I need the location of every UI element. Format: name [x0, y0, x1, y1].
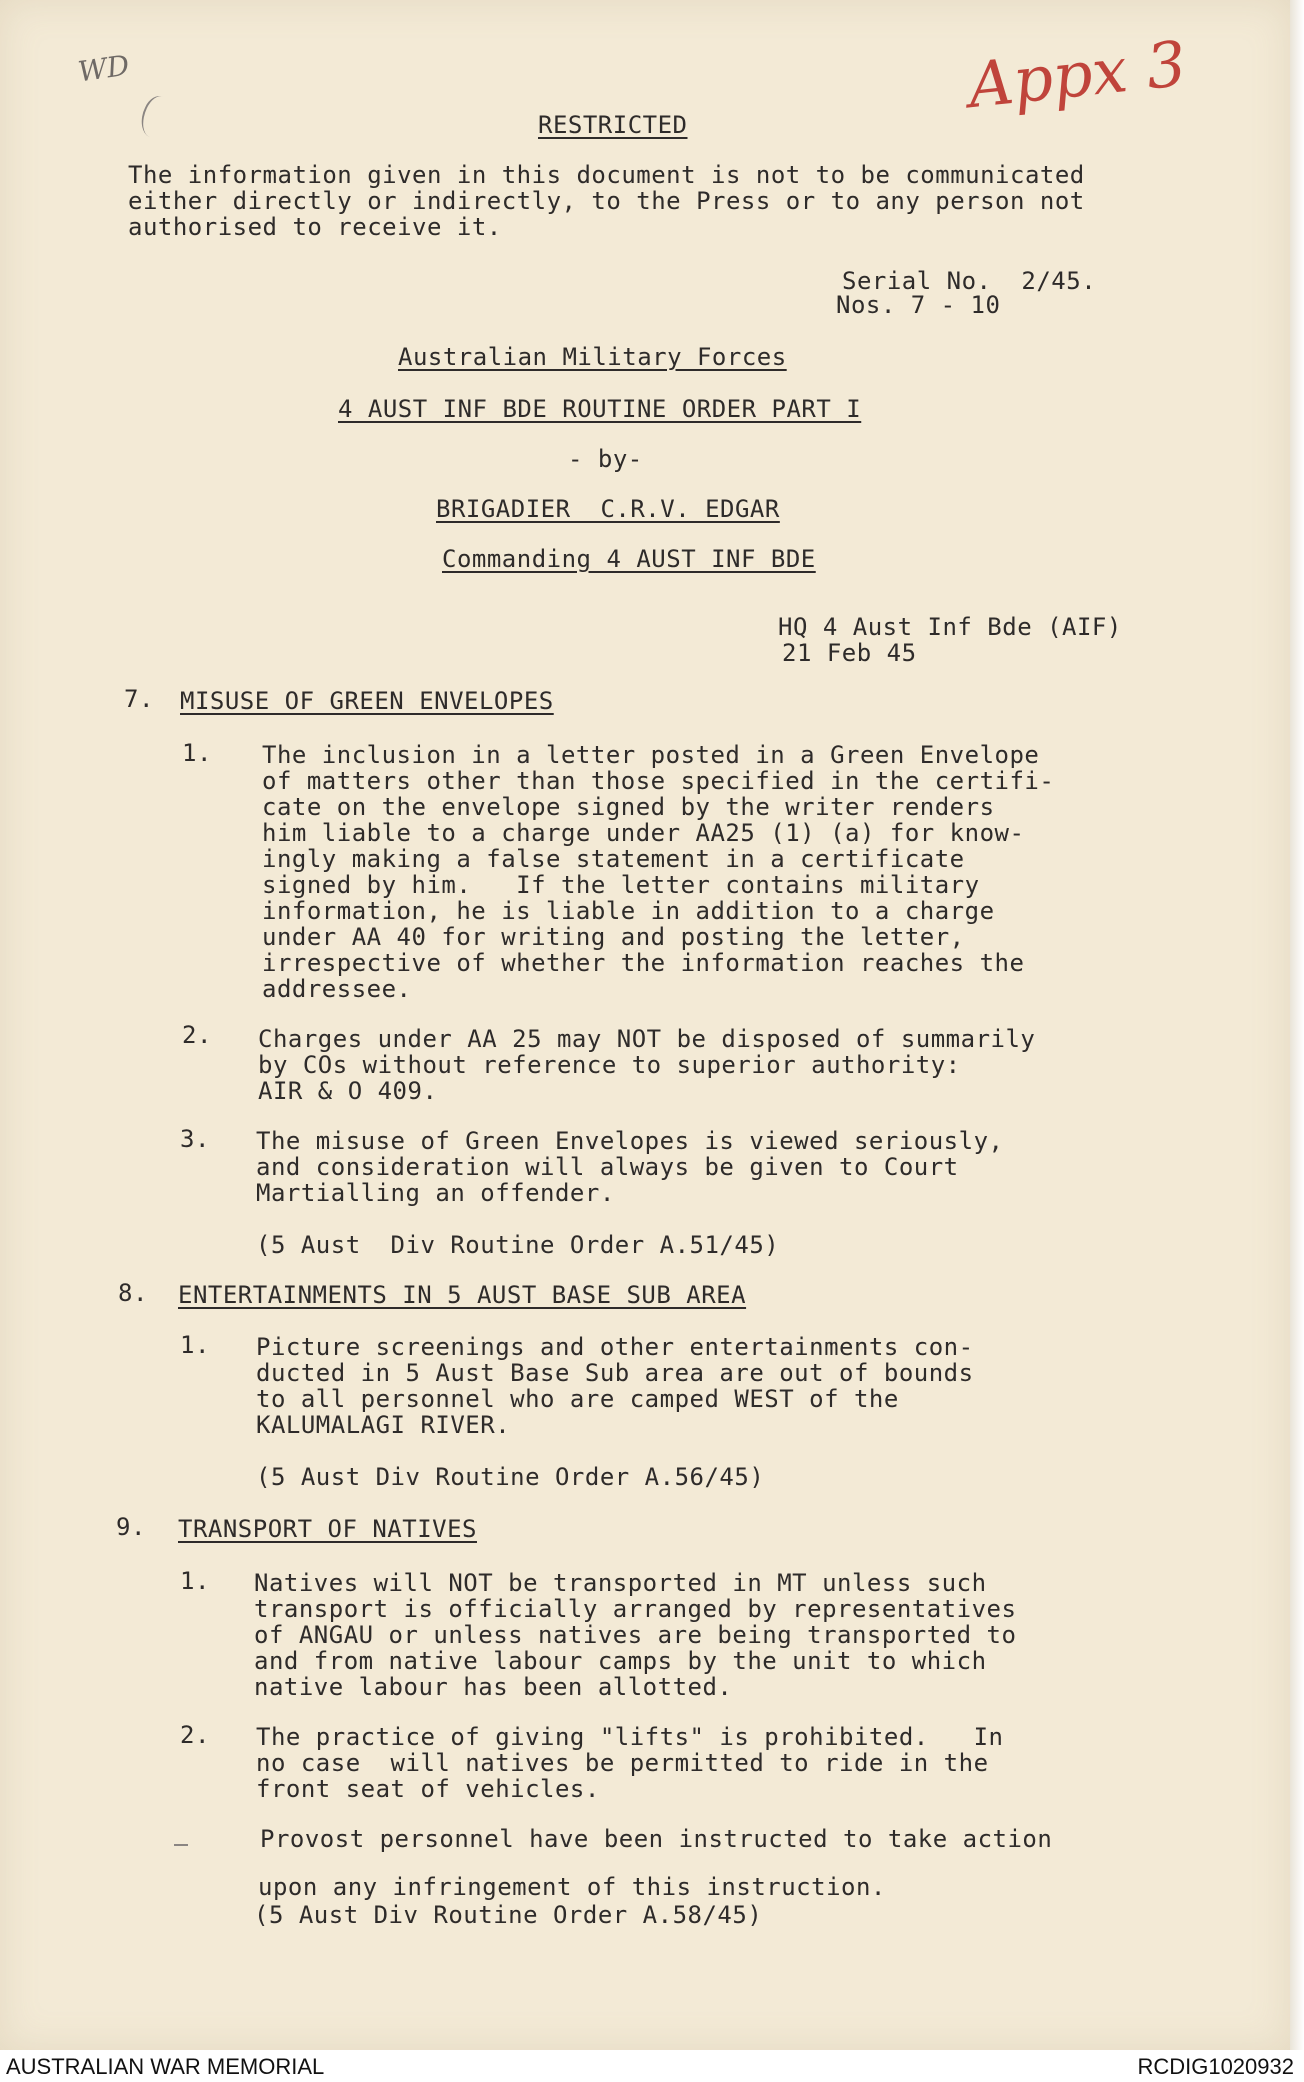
routine-order-reference: (5 Aust Div Routine Order A.56/45) — [256, 1463, 765, 1491]
paragraph-line: front seat of vehicles. — [256, 1775, 600, 1803]
routine-order-reference: (5 Aust Div Routine Order A.51/45) — [256, 1231, 780, 1259]
paragraph-line: and consideration will always be given to Court — [256, 1153, 959, 1181]
brigadier-name: BRIGADIER C.R.V. EDGAR — [436, 495, 780, 523]
serial-number: Serial No. 2/45. — [842, 267, 1097, 295]
paragraph-line: native labour has been allotted. — [254, 1673, 733, 1701]
paragraph-number: 1. — [180, 1567, 210, 1595]
forces-title: Australian Military Forces — [398, 343, 787, 371]
pencil-mark — [174, 1844, 188, 1846]
paragraph-number: 1. — [182, 739, 212, 767]
notice-line: authorised to receive it. — [128, 213, 502, 241]
paragraph-line: and from native labour camps by the unit to which — [254, 1647, 987, 1675]
paragraph-number: 2. — [180, 1721, 210, 1749]
paper-edge — [1290, 0, 1304, 2050]
notice-line: either directly or indirectly, to the Press or to any person not — [128, 187, 1085, 215]
paragraph-line: by COs without reference to superior authority: — [258, 1051, 961, 1079]
classification-heading: RESTRICTED — [538, 111, 688, 139]
closing-line: upon any infringement of this instruction. — [258, 1873, 886, 1901]
paragraph-line: AIR & O 409. — [258, 1077, 438, 1105]
commanding-line: Commanding 4 AUST INF BDE — [442, 545, 816, 573]
handwritten-initials: WD — [75, 48, 132, 89]
order-date: 21 Feb 45 — [782, 639, 917, 667]
pencil-mark — [134, 92, 177, 142]
routine-order-title: 4 AUST INF BDE ROUTINE ORDER PART I — [338, 395, 862, 423]
by-line: - by- — [568, 445, 643, 473]
paragraph-number: 2. — [182, 1021, 212, 1049]
paragraph-line: addressee. — [262, 975, 412, 1003]
handwritten-appendix: Appx 3 — [964, 26, 1190, 123]
footer-identifier: RCDIG1020932 — [1137, 2054, 1294, 2079]
paragraph-line: cate on the envelope signed by the writer renders — [262, 793, 995, 821]
paragraph-line: signed by him. If the letter contains military — [262, 871, 980, 899]
paragraph-line: Picture screenings and other entertainments con- — [256, 1333, 974, 1361]
headquarters: HQ 4 Aust Inf Bde (AIF) — [778, 613, 1122, 641]
paragraph-line: to all personnel who are camped WEST of the — [256, 1385, 899, 1413]
paragraph-line: him liable to a charge under AA25 (1) (a) for know- — [262, 819, 1025, 847]
paragraph-line: of matters other than those specified in the certifi- — [262, 767, 1055, 795]
paragraph-line: The inclusion in a letter posted in a Green Envelope — [262, 741, 1040, 769]
paragraph-line: Charges under AA 25 may NOT be disposed of summarily — [258, 1025, 1036, 1053]
section-number: 9. — [116, 1513, 146, 1541]
routine-order-reference: (5 Aust Div Routine Order A.58/45) — [254, 1901, 763, 1929]
paragraph-line: under AA 40 for writing and posting the letter, — [262, 923, 965, 951]
paragraph-line: Martialling an offender. — [256, 1179, 615, 1207]
section-heading: TRANSPORT OF NATIVES — [178, 1515, 477, 1543]
paragraph-line: The misuse of Green Envelopes is viewed seriously, — [256, 1127, 1004, 1155]
paragraph-line: The practice of giving "lifts" is prohibited. In — [256, 1723, 1004, 1751]
section-number: 8. — [118, 1279, 148, 1307]
order-numbers: Nos. 7 - 10 — [836, 291, 1001, 319]
paragraph-line: KALUMALAGI RIVER. — [256, 1411, 511, 1439]
paragraph-line: ducted in 5 Aust Base Sub area are out of bounds — [256, 1359, 974, 1387]
paragraph-line: no case will natives be permitted to ride in the — [256, 1749, 989, 1777]
paragraph-line: Natives will NOT be transported in MT unless such — [254, 1569, 987, 1597]
paragraph-line: irrespective of whether the information reaches the — [262, 949, 1025, 977]
section-number: 7. — [124, 685, 154, 713]
section-heading: MISUSE OF GREEN ENVELOPES — [180, 687, 554, 715]
notice-line: The information given in this document is not to be communicated — [128, 161, 1085, 189]
footer-credit: AUSTRALIAN WAR MEMORIAL — [6, 2054, 325, 2079]
closing-line: Provost personnel have been instructed to take action — [260, 1825, 1053, 1853]
paragraph-line: transport is officially arranged by representatives — [254, 1595, 1017, 1623]
paragraph-number: 3. — [180, 1125, 210, 1153]
section-heading: ENTERTAINMENTS IN 5 AUST BASE SUB AREA — [178, 1281, 747, 1309]
paragraph-number: 1. — [180, 1331, 210, 1359]
paragraph-line: of ANGAU or unless natives are being transported to — [254, 1621, 1017, 1649]
paragraph-line: ingly making a false statement in a certificate — [262, 845, 965, 873]
paragraph-line: information, he is liable in addition to a charge — [262, 897, 995, 925]
